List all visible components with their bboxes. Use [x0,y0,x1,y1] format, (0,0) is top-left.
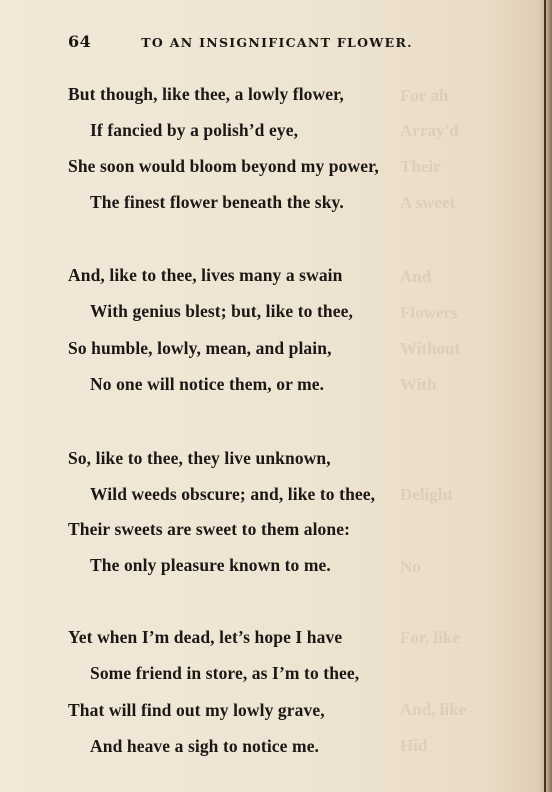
poem-line: The finest flower beneath the sky. [90,192,344,212]
bleed-through-text: Hid [400,736,428,755]
bleed-through-text: Their [400,157,441,176]
poem-line: Yet when I’m dead, let’s hope I have [68,627,343,647]
poem-line: With genius blest; but, like to thee, [90,301,353,321]
bleed-through-text: For, like [400,628,460,647]
bleed-through-text: With [400,375,437,394]
bleed-through-text: And [400,267,432,286]
poem-line: And, like to thee, lives many a swain [68,265,343,285]
poem-line: Wild weeds obscure; and, like to thee, [90,484,376,504]
bleed-through-text: Flowers [400,303,458,322]
page-header [68,32,438,54]
poem-line: No one will notice them, or me. [90,374,325,394]
poem-line: She soon would bloom beyond my power, [68,156,379,176]
poem-line: That will find out my lowly grave, [68,700,325,720]
bleed-through-text: And, like [400,700,467,719]
page-edge-line [544,0,546,792]
poem-line: And heave a sigh to notice me. [90,736,320,756]
poem-line: If fancied by a polish’d eye, [90,120,299,140]
poem-line: So, like to thee, they live unknown, [68,448,331,468]
page-number: 64 [68,32,92,51]
poem-line: So humble, lowly, mean, and plain, [68,338,332,358]
poem-line: Some friend in store, as I’m to thee, [90,663,360,683]
bleed-through-text: Array'd [400,121,459,140]
poem-line: Their sweets are sweet to them alone: [68,519,351,539]
bleed-through-text: For ah [400,86,449,105]
bleed-through-text: Without [400,339,461,358]
running-title: TO AN INSIGNIFICANT FLOWER. [141,35,413,50]
poem-line: The only pleasure known to me. [90,555,331,575]
bleed-through-text: No [400,557,421,576]
bleed-through-text: Delight [400,485,453,504]
bleed-through-text: A sweet [400,193,456,212]
poem-line: But though, like thee, a lowly flower, [68,84,344,104]
